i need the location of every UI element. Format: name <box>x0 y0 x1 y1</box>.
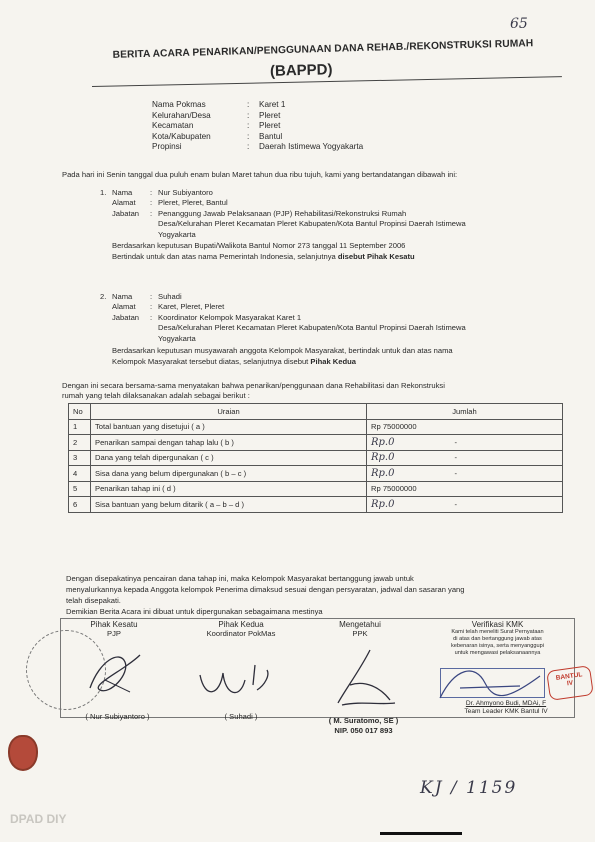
info-row: Kecamatan : Pleret <box>152 121 281 130</box>
party-two-basis-2: Kelompok Masyarakat tersebut diatas, selanjutnya disebut Pihak Kedua <box>112 357 356 366</box>
signature-pihak-kesatu: Pihak Kesatu PJP <box>90 620 138 638</box>
table-header-row <box>69 404 563 420</box>
pihak-kesatu-name: ( Nur Subiyantoro ) <box>85 712 150 721</box>
table-row: 6 Sisa bantuan yang belum ditarik ( a – b – d ) Rp.0 - <box>69 497 563 513</box>
pihak-kedua-signature <box>195 655 285 705</box>
bottom-bar <box>380 832 462 835</box>
document-title: BERITA ACARA PENARIKAN/PENGGUNAAN DANA REHAB./REKONSTRUKSI RUMAH <box>112 38 534 61</box>
header-no: No <box>69 404 91 420</box>
party-one-act: Bertindak untuk dan atas nama Pemerintah Indonesia, selanjutnya disebut Pihak Kesatu <box>112 252 415 261</box>
kmk-role: Team Leader KMK Bantul IV <box>464 708 548 715</box>
signature-verifikasi-kmk: Verifikasi KMK Kami telah meneliti Surat Pernyataan di atas dan bertanggung jawab atas kebenaran isinya, serta menyanggupi untuk mengawasi pelaksanaannya <box>451 620 544 656</box>
party-one-basis: Berdasarkan keputusan Bupati/Walikota Bantul Nomor 273 tanggal 11 September 2006 <box>112 241 406 250</box>
mengetahui-name: ( M. Suratomo, SE ) <box>328 716 399 725</box>
closing-line-4: Demikian Berita Acara ini dibuat untuk dipergunakan sebagaimana mestinya <box>66 607 323 616</box>
signature-mengetahui: Mengetahui PPK <box>339 620 381 638</box>
statement-line-2: rumah yang telah dilaksanakan adalah sebagai berikut : <box>62 391 250 400</box>
closing-line-2: menyalurkannya kepada Anggota kelompok Penerima dimaksud sesuai dengan persyaratan, jadwal dan sasaran yang <box>66 585 465 594</box>
table-row: 4 Sisa dana yang belum dipergunakan ( b – c ) Rp.0 - <box>69 466 563 482</box>
party-two-basis-1: Berdasarkan keputusan musyawarah anggota Kelompok Masyarakat, bertindak untuk dan atas nama <box>112 346 453 355</box>
table-row: 2 Penarikan sampai dengan tahap lalu ( b ) Rp.0 - <box>69 435 563 451</box>
mengetahui-signature <box>330 645 400 710</box>
table-row: 3 Dana yang telah dipergunakan ( c ) Rp.0 - <box>69 450 563 466</box>
info-row: Propinsi : Daerah Istimewa Yogyakarta <box>152 142 364 151</box>
funds-table <box>68 403 563 513</box>
pihak-kedua-name: ( Suhadi ) <box>224 712 258 721</box>
party-one: 1. Nama : Nur Subiyantoro Alamat : Pleret, Pleret, Bantul Jabatan : Penanggung Jawab Pelaksanaan (PJP) Rehabilitasi/Rekonstruksi Rumah Desa/Kelurahan Pleret Kecamatan Pleret Kabupaten/Kota Bantul Propinsi Daerah Istimewa Yogyakarta <box>100 188 466 239</box>
page-number: 65 <box>510 16 528 32</box>
watermark: DPAD DIY <box>10 812 67 826</box>
signature-pihak-kedua: Pihak Kedua Koordinator PokMas <box>206 620 276 638</box>
emblem-icon <box>8 735 38 771</box>
info-row: Kota/Kabupaten : Bantul <box>152 131 283 141</box>
pokmas-info <box>152 100 363 153</box>
closing-line-3: telah disepakati. <box>66 596 121 605</box>
mengetahui-nip: NIP. 050 017 893 <box>334 726 393 735</box>
info-row: Nama Pokmas : Karet 1 <box>152 100 286 109</box>
table-row: 1 Total bantuan yang disetujui ( a ) Rp 75000000 <box>69 419 563 435</box>
header-jumlah: Jumlah <box>367 404 563 420</box>
document-abbrev: (BAPPD) <box>269 61 333 80</box>
kmk-name: Dr. Ahmyono Budi, MDAi, F <box>465 700 547 707</box>
pihak-kesatu-signature <box>80 640 150 700</box>
intro-text: Pada hari ini Senin tanggal dua puluh enam bulan Maret tahun dua ribu tujuh, kami yang bertandatangan dibawah ini: <box>62 170 458 179</box>
info-row: Kelurahan/Desa : Pleret <box>152 110 281 120</box>
header-uraian: Uraian <box>91 404 367 420</box>
closing-line-1: Dengan disepakatinya pencairan dana tahap ini, maka Kelompok Masyarakat bertanggung jawab untuk <box>66 574 414 583</box>
statement-line-1: Dengan ini secara bersama-sama menyatakan bahwa penarikan/penggunaan dana Rehabilitasi dan Rekonstruksi <box>62 381 445 390</box>
bantul-stamp: BANTUL IV <box>546 665 594 701</box>
party-two: 2. Nama : Suhadi Alamat : Karet, Pleret, Pleret Jabatan : Koordinator Kelompok Masyarakat Karet 1 Desa/Kelurahan Pleret Kecamatan Pleret Kabupaten/Kota Bantul Propinsi Daerah Istimewa Yogyakarta <box>100 292 466 343</box>
table-row: 5 Penarikan tahap ini ( d ) Rp 75000000 <box>69 481 563 497</box>
archive-code: KJ / 1159 <box>420 778 518 798</box>
